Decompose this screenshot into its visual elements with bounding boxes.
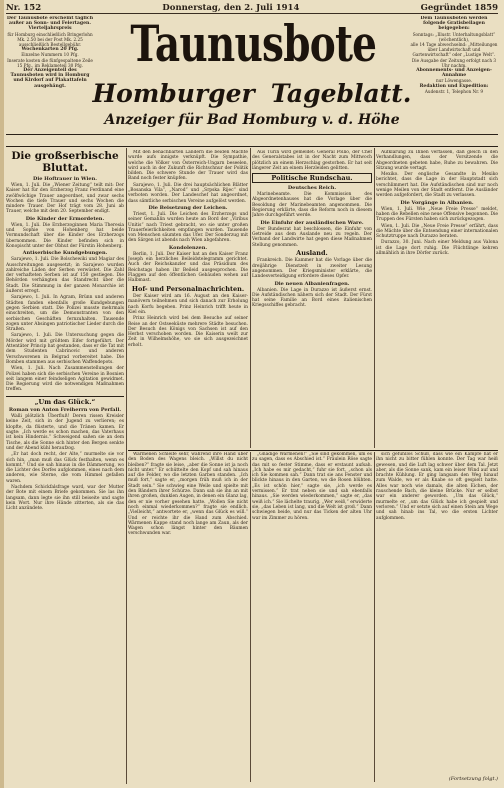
subheading: Die Vorgänge in Albanien. <box>400 199 474 206</box>
header-rule <box>6 134 498 135</box>
section-heading: Ausland. <box>296 248 328 257</box>
subtitle-right: Tageblatt. <box>270 78 412 108</box>
feuilleton-rule <box>6 396 124 397</box>
article-text: Durazzo, 30. Juni. Nach einer Meldung aus Valona ist die Lage dort ruhig. Die Flüchtlinge kehren allmählich in ihre Dörfer zurück. <box>376 240 498 257</box>
article-text: Berlin, 1. Juli. Der Kaiser hat an den Kaiser Franz Joseph ein herzliches Beileidstelegramm gerichtet. Auch der Reichskanzler und das Präsidium des Reichstags haben ihr Beileid ausgesprochen. Die Flaggen auf den öffentlichen Gebäuden wehen auf Halbmast. <box>128 251 248 284</box>
info-line: Dem Taunusboten werden folgende Gratisbeilagen beigegeben: <box>420 16 488 32</box>
column-divider <box>126 148 127 784</box>
column-1 <box>6 150 124 782</box>
article-text: Albanien. Die Lage in Durazzo ist äußerst ernst. Die Aufständischen nähern sich der Stadt. Der Fürst hat seine Familie an Bord eines italienischen Kriegsschiffes gebracht. <box>252 287 372 309</box>
novel-text: sich gefühllos Schuß, dass wie ein Kampfe hat er ihn nicht zu bitter fühlen konnte. Der Tag war heiß gewesen, und die Luft lag schwer über dem Tal. Jetzt aber, als die Sonne sank, kam ein leiser Wind auf und brachte Kühlung. Er ging langsam den Weg hinauf zum Walde, wo er als Knabe so oft gespielt hatte. Alles war noch wie damals, die alten Eichen, der rauschende Bach, die kleine Brücke. Nur er selbst war ein anderer geworden. „Um das Glück,“ murmelte er, „um das Glück habe ich gespielt und verloren.“ Und er setzte sich auf einen Stein am Wege und sah hinab ins Tal, wo die ersten Lichter aufglommen. <box>376 452 498 521</box>
issue-number: Nr. 152 <box>6 3 42 13</box>
article-text: Der Kaiser wird am 16. August an den Kaiser-manövern teilnehmen und sich danach zur Erholung nach Korfu begeben. Prinz Heinrich trifft heute in Kiel ein. <box>128 294 248 315</box>
subheading: Die Einfuhr der ausländischen Ware. <box>260 219 364 226</box>
continuation-note: (Fortsetzung folgt.) <box>448 776 498 782</box>
column-4 <box>376 150 498 446</box>
article-text: Marinebeamte. Die Kommission des Abgeordnetenhauses hat die Vorlage über die Besoldung der Marinebeamten angenommen. Die Regierung erklärte, dass die Reform noch in diesem Jahre durchgeführt werde. <box>252 192 372 219</box>
info-line: Der Taunusbote erscheint täglich außer an Sonn- und Feiertagen. <box>6 16 94 27</box>
subheading: Deutsches Reich. <box>287 185 337 192</box>
info-line: Die Ausgabe der Zeitung erfolgt nach 3 Uhr nachm. <box>411 57 497 68</box>
info-line: Wochenkarten 20 Pfg. <box>21 47 79 53</box>
section-heading: Hof- und Personalnachrichten. <box>131 284 245 293</box>
top-line <box>6 3 498 14</box>
article-text: Aus Turin wird gemeldet: General Pollio, der Chef des Generalstabes ist in der Nacht zum Mittwoch plötzlich an einem Herzschlag gestorben. Er hat seit längerer Zeit an einem Herzleiden gelitten. <box>252 150 372 171</box>
column-divider <box>374 148 375 448</box>
article-text: Mit den benachbarten Ländern die beiden Mächte wurde aufs innigste verknüpft. Die Sympathie, welche die Völker von Österreich-Ungarn beseelen, wird auch in der Zukunft die Richtschnur der Politik bilden. Die schwere Stunde der Trauer wird das Band noch fester knüpfen. <box>128 150 248 182</box>
info-line: für Homburg einschließlich Bringerlohn Mk. 2.50 bei der Post Mk. 2.25 ausschließlich Bestellgebühr. <box>7 31 93 48</box>
column-2 <box>128 150 248 446</box>
page-edge <box>0 0 4 788</box>
section-box-heading: Politische Rundschau. <box>252 173 372 183</box>
masthead-title: Taunusbote <box>130 14 377 73</box>
novel-text: Walli plötzlich Überfluß! Deren rissen Kreisler keine Zeit, sich in der Jugend zu verlieren; es klopfte, da flüsterte, und die Tränen kamen. Er sagte: „Ich werde es schon machen, das Vaterhaus ist kein Hindernis.“ Schweigend saßen sie an dem Tische, als die Sonne sich hinter den Bergen senkte und der Abend kühl heraufzog. <box>6 414 124 451</box>
column-divider <box>250 148 251 448</box>
article-text: Prinz Heinrich wird bei dem Besuche auf seiner Reise an der Ostseeküste mehrere Städte besuchen. Der Besuch des Königs von Sachsen ist auf den Herbst verschoben worden. Die Kaiserin weilt zur Zeit in Wilhelmshöhe, wo sie sich ausgezeichnet erholt. <box>128 316 248 348</box>
header-rule-lower <box>6 146 498 147</box>
article-text: Frankreich. Die Kammer hat die Vorlage über die dreijährige Dienstzeit in zweiter Lesung angenommen. Der Kriegsminister erklärte, die Landesverteidigung erfordere dieses Opfer. <box>252 258 372 280</box>
headline: Die großserbische Bluttat. <box>11 150 119 174</box>
info-line: Der Anzeigenteil des Taunusboten wird in Homburg und Kirdorf auf Plakattafeln ausgehängt. <box>10 68 90 89</box>
masthead-subtitle <box>92 76 412 110</box>
supplement-info <box>410 16 498 144</box>
info-line: Redaktion und Expedition: <box>419 83 489 89</box>
subheading: Die Beisetzung der Leichen. <box>148 204 228 211</box>
novel-text: „Er hat doch recht, der Alte,“ murmelte sie vor sich hin, „man muß das Glück festhalten, wenn es kommt.“ Und sie sah hinaus in die Dämmerung, wo die Lichter des Dorfes aufglommen, eines nach dem anderen, wie Sterne, die vom Himmel gefallen waren. <box>6 452 124 484</box>
article-text: Sarajewo, 1. Juli. Die drei hauptsächlichen Blätter „Bosanska Vila“, „Narod“ und „Srpska Rijec“ sind verboten worden. Der Landeschef hat angeordnet, dass sämtliche serbischen Vereine aufgelöst werden. <box>128 182 248 204</box>
article-text: Triest, 1. Juli. Die Leichen des Erzherzogs und seiner Gemahlin wurden heute an Bord der „Viribus Unitis“ nach Triest gebracht, wo sie unter großen Trauerfeierlichkeiten empfangen wurden. Tausende von Menschen säumten das Ufer. Der Sonderzug mit den Särgen ist abends nach Wien abgefahren. <box>128 211 248 244</box>
feuilleton-column-3 <box>376 452 498 782</box>
subheading: Antiserbische Kundgebungen. <box>22 250 108 257</box>
feuilleton-column-1 <box>128 452 248 782</box>
novel-author: Roman von Anton Freiherrn von Perfall. <box>8 407 122 414</box>
article-text: Wien, 1. Juli. Die Erzherzoginnen Maria Theresia und Sophie von Hohenberg hat beide Vormundschaft über die Kinder des Erzherzogs übernommen. Die Kinder befinden sich in Konopischt unter der Obhut der Fürstin Hohenberg. <box>6 222 124 249</box>
info-line: Audenstr. 1, Telephon Nr. 9 <box>424 88 484 94</box>
masthead-tagline: Anzeiger für Bad Homburg v. d. Höhe <box>104 112 400 128</box>
article-text: Sarajewo, 1. Juli. In Agram, Brünn und anderen Städten fanden ebenfalls große Kundgebungen gegen Serbien statt. Die Polizei musste mehrmals einschreiten, um die Demonstranten von den serbischen Geschäften fernzuhalten. Tausende zogen unter Absingen patriotischer Lieder durch die Straßen. <box>6 295 124 333</box>
info-line: Vierteljahrspreis <box>28 26 72 32</box>
article-text: Sarajewo, 1. Juli. Die Untersuchung gegen die Mörder wird mit größtem Eifer fortgeführt. Der Attentäter Princip hat gestanden, dass er die Tat mit dem Studenten Cabrinovic und anderen Verschworenen in Belgrad vorbereitet habe. Die Bomben stammen aus serbischen Waffendepots. <box>6 333 124 365</box>
info-line: Abonnements- und Anzeigen-Annahme <box>416 68 492 79</box>
subtitle-left: Homburger <box>92 78 255 108</box>
info-line: Einzelne Nummern 10 Pfg. <box>21 52 79 58</box>
info-line: nur Löwengasse. <box>435 78 473 84</box>
article-text: Sarajewo, 1. Juli. Die Bolschewiki und Magiar des Ausschreitungen ausgesetzt; in Sarajewo wurden zahlreiche Läden der Serben verwüstet. Die Zahl der verhafteten Serben ist auf 150 gestiegen. Die Behörden verhängten das Standrecht über die Stadt. Die Stimmung in der ganzen Monarchie ist äußerst erregt. <box>6 257 124 295</box>
info-line: alle 14 Tage abwechselnd: „Mitteilungen über Landwirtschaft und Gartenwirtschaft“ oder „Lustige Welt“. <box>410 42 498 58</box>
subscription-info <box>6 16 94 144</box>
article-text: Wien, 1. Juli. Die „Wiener Zeitung“ teilt mit: Der Kaiser hat für den Erzherzog Franz Ferdinand eine zwölfwöchige Trauer angeordnet, und zwar sechs Wochen die tiefe Trauer und sechs Wochen die mindere Trauer. Der Hof trägt vom 28. Juni ab Trauer, welche mit dem 20. September endigt. <box>6 183 124 215</box>
subheading: Die neuen Albanienfragen. <box>274 280 350 287</box>
article-text: Wien, 1. Juli. Die „Neue Freie Presse“ erfährt, dass die Mächte über die Entsendung einer internationalen Schutztruppe nach Durazzo beraten. <box>376 223 498 240</box>
issue-date: Donnerstag, den 2. Juli 1914 <box>162 3 300 13</box>
subheading: Die Kinder der Ermordeten. <box>25 215 105 222</box>
subheading: Kondolenzen. <box>168 244 208 251</box>
feuilleton-column-2 <box>252 452 372 782</box>
article-text: Wien, 1. Juli. Nach Zusammenstellungen der Polizei haben sich die serbischen Vereine in Bosnien seit langem einer feindseligen Agitation gewidmet. Die Regierung wird die notwendigen Maßnahmen treffen. <box>6 366 124 393</box>
article-text: Mexiko. Der englische Gesandte in Mexiko berichtet, dass die Lage in der Hauptstadt sich verschlimmert hat. Die Aufständischen sind nur noch wenige Meilen von der Stadt entfernt. Die Ausländer werden aufgefordert, die Stadt zu verlassen. <box>376 172 498 199</box>
novel-title: „Um das Glück.“ <box>34 397 96 406</box>
subheading: Die Hoftrauer in Wien. <box>32 176 97 182</box>
novel-text: Nachdem Schickfalsfrage ward, war der Mutter der Bote mit einem Briefe gekommen. Sie las ihn langsam, dann legte sie ihn still beiseite und sagte kein Wort. Nur ihre Hände zitterten, als sie das Licht anzündete. <box>6 485 124 512</box>
info-line: Sonntags: „Illustr. Unterhaltungsblatt“ (wöchentlich), <box>412 31 496 42</box>
novel-text: „Gnädige Wärmenen!“ „Sie sind gekommen, um es zu sagen, dass es Abschied ist.“ Fräulein Röse sagte das mit so fester Stimme, dass er erstaunt aufsah. „Ich habe es mir gedacht,“ fuhr sie fort, „schon als ich Sie kommen sah.“ Dann trat sie ans Fenster und blickte hinaus in den Garten, wo die Rosen blühten. „Es ist schön hier,“ sagte sie, „ich werde es vermissen.“ Er trat neben sie und sah ebenfalls hinaus. „Sie werden wiederkommen,“ sagte er, „das weiß ich.“ Sie lächelte traurig. „Wer weiß,“ erwiderte sie, „das Leben ist lang, und die Welt ist groß.“ Dann schwiegen beide, und nur das Ticken der alten Uhr war im Zimmer zu hören. <box>252 452 372 521</box>
article-text: Der Bundesrat hat beschlossen, die Einfuhr von Getreide aus dem Auslande neu zu regeln. Der Verband der Landwirte hat gegen diese Maßnahmen Stellung genommen. <box>252 226 372 248</box>
column-divider <box>250 452 251 782</box>
info-line: Inserate kosten die fünfgespaltene Zeile 15 Pfg., im Reklameteil 30 Pfg. <box>7 57 93 68</box>
article-text: Wien, 1. Juli. Wie „Neue Freie Presse“ meldet, haben die Rebellen eine neue Offensive begonnen. Die Truppen des Fürsten haben sich zurückgezogen. <box>376 206 498 223</box>
founded-year: Gegründet 1859 <box>420 3 498 13</box>
column-divider <box>374 452 375 782</box>
column-3 <box>252 150 372 446</box>
feuilleton-divider <box>128 450 498 451</box>
novel-text: Wärmenen Schleife sehr, während ihre Hand über den Boden des Wagens bleich. „Willst du nicht bleiben?“ fragte sie leise, „aber die Sonne ist ja noch nicht unter.“ Er schüttelte den Kopf und sah hinaus auf die Felder, wo die letzten Garben standen. „Ich muß fort,“ sagte er, „morgen früh muß ich in der Stadt sein.“ Sie schwieg eine Weile und spielte mit den Bändern ihrer Schürze. Dann sah sie ihn an mit ihren großen, dunklen Augen, in denen ein Glanz lag, den er nie vorher gesehen hatte. „Wollen Sie nicht noch einmal wiederkommen?“ fragte sie endlich. „Vielleicht,“ antwortete er, „wenn das Glück es will.“ Und er reichte ihr die Hand zum Abschied. Wärmenen Kappe stand noch lange am Zaun, als der Wagen schon längst hinter den Bäumen verschwunden war. <box>128 452 248 537</box>
feuilleton-section <box>128 452 498 782</box>
article-text: Aufklärung zu Ihnen verfassen, daß gleich in den Verhandlungen, dass der Vorsitzende die Abgeordneten gebeten habe, Ruhe zu bewahren. Die Sitzung wurde vertagt. <box>376 150 498 171</box>
